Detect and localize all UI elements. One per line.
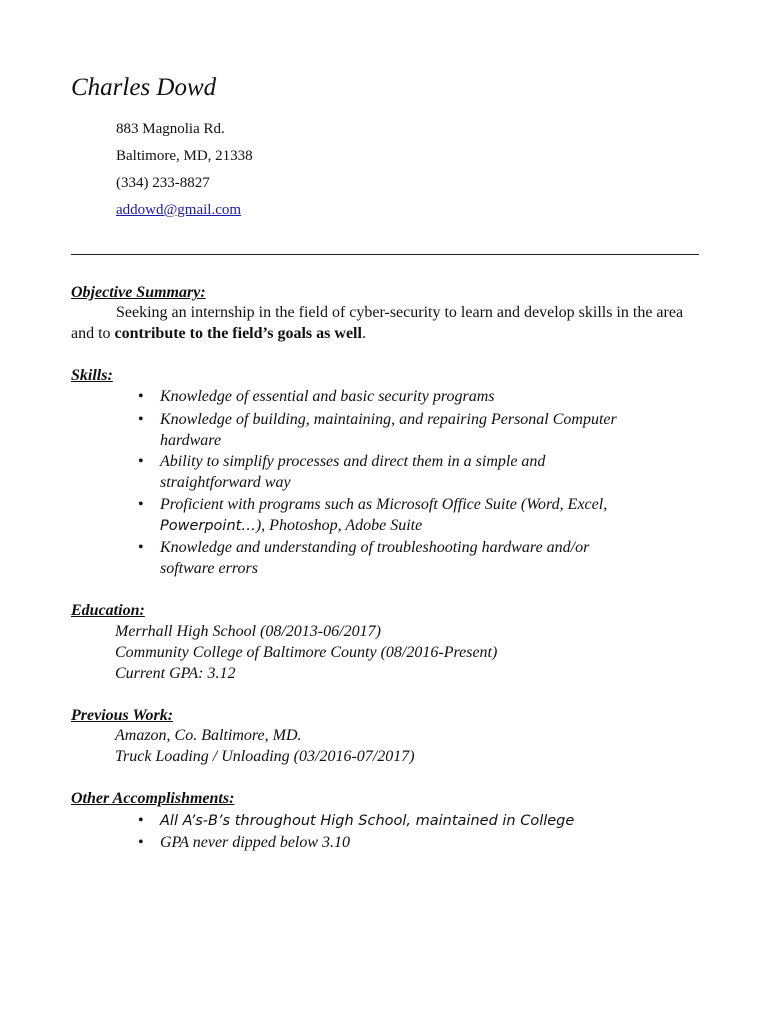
education-line: Current GPA: 3.12 [115,665,236,682]
objective-heading: Objective Summary: [71,284,206,301]
education-line: Community College of Baltimore County (08/2016-Present) [115,644,498,661]
bullet-icon: • [138,834,144,851]
skill-line2: hardware [160,432,222,449]
objective-text-part1: Seeking an internship in the field of cyber-security to learn and develop skills in the area and to [71,304,684,342]
bullet-icon: • [138,411,144,428]
education-line: Merrhall High School (08/2013-06/2017) [115,623,381,640]
applicant-name: Charles Dowd [71,74,217,101]
list-item [138,537,700,579]
skill-line1: Proficient with programs such as Microsoft Office Suite (Word, Excel, [160,496,608,513]
objective-text-bold: contribute to the field’s goals as well [114,325,362,342]
skill-line2: software errors [160,560,258,577]
list-item [138,810,700,832]
accomplishment-text: All A’s-B’s throughout High School, maintained in College [160,813,575,829]
objective-text [71,302,696,344]
skills-heading: Skills: [71,367,113,384]
list-item [138,386,700,407]
email-link[interactable]: addowd@gmail.com [116,202,242,218]
address-line-1: 883 Magnolia Rd. [116,121,225,137]
list-item [138,494,700,537]
skill-line2-a: Powerpoint… [160,518,256,534]
skill-line1: Knowledge of building, maintaining, and repairing Personal Computer [160,411,617,428]
bullet-icon: • [138,388,144,405]
address-line-2: Baltimore, MD, 21338 [116,148,253,164]
bullet-icon: • [138,539,144,556]
skill-line2: straightforward way [160,474,291,491]
skill-line1: Ability to simplify processes and direct them in a simple and [160,453,546,470]
header-divider [71,254,699,255]
list-item [138,832,700,853]
accomplishments-heading: Other Accomplishments: [71,790,235,807]
education-heading: Education: [71,602,145,619]
work-line: Amazon, Co. Baltimore, MD. [115,727,302,744]
objective-text-end: . [361,325,366,342]
skill-line1: Knowledge and understanding of troubleshooting hardware and/or [160,539,590,556]
list-item [138,409,700,451]
contact-block [116,116,253,224]
bullet-icon: • [138,453,144,470]
phone-number: (334) 233-8827 [116,175,210,191]
work-heading: Previous Work: [71,707,174,724]
skill-line2-b: ), Photoshop, Adobe Suite [255,517,423,534]
skill-line1: Knowledge of essential and basic security programs [160,388,495,405]
work-line: Truck Loading / Unloading (03/2016-07/2017) [115,748,415,765]
accomplishment-text: GPA never dipped below 3.10 [160,834,351,851]
bullet-icon: • [138,812,144,829]
list-item [138,451,700,493]
bullet-icon: • [138,496,144,513]
